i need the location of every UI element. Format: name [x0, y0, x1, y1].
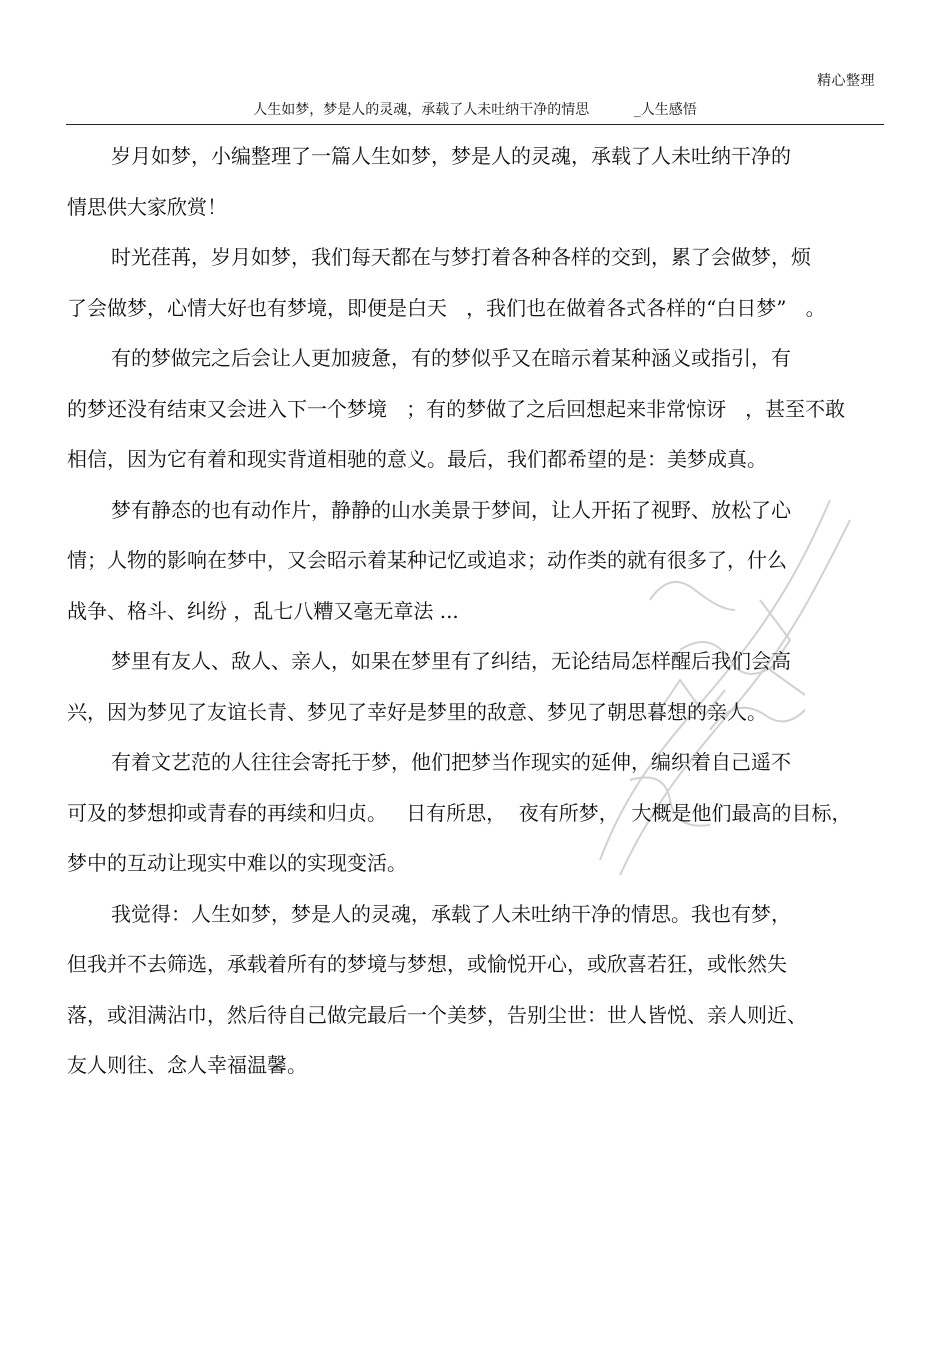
paragraph-line: 了会做梦，心情大好也有梦境，即便是白天 ，我们也在做着各式各样的“白日梦” 。: [67, 295, 826, 320]
paragraph-line: 梦中的互动让现实中难以的实现变活。: [67, 851, 407, 875]
paragraph-line: 兴，因为梦见了友谊长青、梦见了幸好是梦里的敌意、梦见了朝思暮想的亲人。: [67, 699, 767, 724]
paragraph-line: 时光荏苒，岁月如梦，我们每天都在与梦打着各种各样的交到，累了会做梦，烦: [111, 245, 811, 269]
paragraph-line: 友人则往、念人幸福温馨。: [67, 1053, 307, 1077]
paragraph: [67, 131, 877, 232]
paragraph-line: 可及的梦想抑或青春的再续和归贞。 日有所思， 夜有所梦， 大概是他们最高的目标，: [67, 800, 852, 825]
paragraph-line: 战争、格斗、纠纷 ，乱七八糟又毫无章法 ...: [67, 598, 459, 623]
header-label: 精心整理: [817, 73, 875, 89]
header-title: 人生如梦，梦是人的灵魂，承载了人未吐纳干净的情思 _人生感悟: [253, 102, 697, 118]
paragraph: [67, 333, 877, 485]
paragraph-line: 相信，因为它有着和现实背道相驰的意义。最后，我们都希望的是：美梦成真。: [67, 447, 767, 471]
paragraph: [67, 636, 877, 737]
paragraph-line: 梦里有友人、敌人、亲人，如果在梦里有了纠结，无论结局怎样醒后我们会高: [111, 649, 791, 673]
paragraph-line: 有着文艺范的人往往会寄托于梦，他们把梦当作现实的延伸，编织着自己遥不: [111, 750, 791, 774]
paragraph: [67, 737, 877, 889]
article-body: [67, 131, 877, 1091]
paragraph-line: 但我并不去筛选，承载着所有的梦境与梦想，或愉悦开心，或欣喜若狂，或怅然失: [67, 952, 787, 976]
paragraph-line: 情思供大家欣赏！: [67, 194, 227, 219]
paragraph-line: 我觉得：人生如梦，梦是人的灵魂，承载了人未吐纳干净的情思。我也有梦，: [111, 901, 791, 926]
paragraph-line: 梦有静态的也有动作片，静静的山水美景于梦间，让人开拓了视野、放松了心: [111, 497, 791, 522]
paragraph: [67, 232, 877, 333]
paragraph-line: 情；人物的影响在梦中，又会昭示着某种记忆或追求；动作类的就有很多了，什么: [67, 548, 787, 572]
paragraph-line: 岁月如梦，小编整理了一篇人生如梦，梦是人的灵魂，承载了人未吐纳干净的: [111, 144, 791, 168]
paragraph: [67, 485, 877, 637]
paragraph-line: 有的梦做完之后会让人更加疲惫，有的梦似乎又在暗示着某种涵义或指引，有: [111, 346, 791, 370]
paragraph: [67, 889, 877, 1091]
paragraph-line: 落，或泪满沾巾，然后待自己做完最后一个美梦，告别尘世：世人皆悦、亲人则近、: [67, 1002, 807, 1027]
header-divider: [66, 124, 884, 125]
paragraph-line: 的梦还没有结束又会进入下一个梦境 ；有的梦做了之后回想起来非常惊讶 ，甚至不敢: [67, 396, 846, 421]
